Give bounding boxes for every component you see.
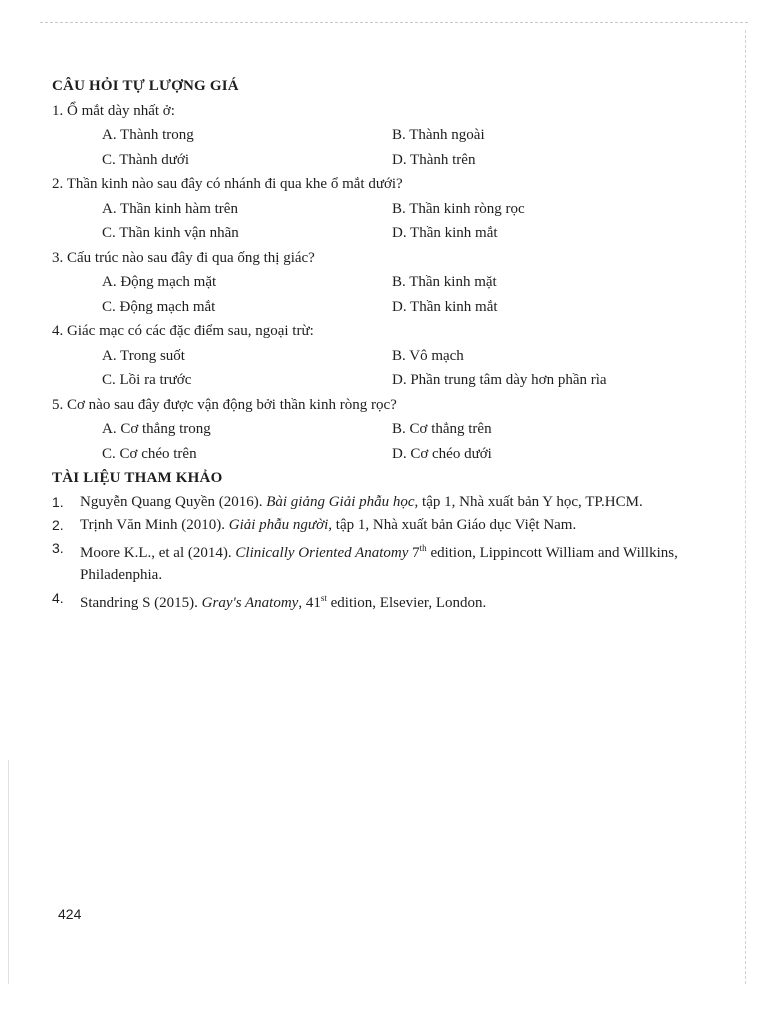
reference-number: 2.	[52, 516, 64, 533]
scan-border-left	[8, 760, 9, 984]
question-options	[52, 417, 692, 466]
reference-edition: 7	[408, 544, 420, 561]
references-list	[52, 491, 692, 614]
reference-title: Clinically Oriented Anatomy	[235, 544, 409, 561]
option-d: D. Cơ chéo dưới	[392, 445, 492, 462]
option-a: A. Thành trong	[102, 127, 194, 143]
question-3	[52, 246, 692, 320]
option-b: B. Cơ thẳng trên	[392, 421, 492, 437]
question-options	[52, 270, 692, 319]
option-c: C. Lồi ra trước	[102, 372, 192, 388]
option-c: C. Cơ chéo trên	[102, 445, 197, 462]
question-options	[52, 344, 692, 393]
scan-border-top	[40, 22, 748, 23]
reference-author: Trịnh Văn Minh (2010).	[80, 516, 229, 533]
quiz-heading: CÂU HỎI TỰ LƯỢNG GIÁ	[52, 78, 239, 94]
reference-number: 3.	[52, 539, 64, 556]
reference-item	[52, 514, 692, 536]
option-c: C. Động mạch mắt	[102, 298, 216, 315]
option-a: A. Cơ thẳng trong	[102, 421, 211, 437]
question-options	[52, 197, 692, 246]
option-b: B. Thần kinh mặt	[392, 274, 497, 290]
reference-author: Nguyễn Quang Quyền (2016).	[80, 493, 267, 510]
option-a: A. Thần kinh hàm trên	[102, 200, 238, 217]
reference-number: 1.	[52, 493, 64, 510]
reference-edition-suffix: th	[419, 542, 427, 553]
question-text: 1. Ổ mắt dày nhất ở:	[52, 102, 175, 119]
reference-publisher: edition, Elsevier, London.	[326, 594, 487, 611]
scan-border-right	[745, 30, 746, 984]
reference-publisher: tập 1, Nhà xuất bản Giáo dục Việt Nam.	[332, 516, 577, 533]
reference-number: 4.	[52, 589, 64, 606]
reference-publisher: edition, Lippincott William and Willkins, Philadenphia.	[80, 544, 678, 583]
reference-item	[52, 537, 692, 586]
reference-title: Giải phẫu người,	[228, 516, 333, 533]
references-heading: TÀI LIỆU THAM KHẢO	[52, 470, 223, 486]
option-b: B. Thần kinh ròng rọc	[392, 200, 525, 217]
reference-text	[80, 587, 692, 614]
page-content	[52, 74, 692, 615]
reference-publisher: , tập 1, Nhà xuất bản Y học, TP.HCM.	[414, 493, 643, 510]
option-d: D. Thần kinh mắt	[392, 298, 498, 315]
reference-title: Bài giảng Giải phẫu học	[266, 493, 415, 510]
reference-edition-suffix: st	[320, 592, 327, 603]
option-d: D. Phần trung tâm dày hơn phần rìa	[392, 372, 607, 388]
reference-item	[52, 587, 692, 614]
question-text: 4. Giác mạc có các đặc điểm sau, ngoại trừ:	[52, 323, 314, 339]
reference-text	[80, 514, 692, 536]
option-d: D. Thành trên	[392, 151, 476, 168]
option-d: D. Thần kinh mắt	[392, 225, 498, 241]
reference-author: Moore K.L., et al (2014).	[80, 544, 236, 561]
question-4	[52, 319, 692, 393]
reference-author: Standring S (2015).	[80, 594, 202, 611]
reference-edition: , 41	[298, 594, 321, 611]
question-1	[52, 99, 692, 173]
page-number: 424	[58, 906, 82, 922]
reference-text	[80, 491, 692, 513]
question-text: 3. Cấu trúc nào sau đây đi qua ống thị giác?	[52, 249, 315, 266]
reference-text	[80, 537, 692, 586]
option-a: A. Trong suốt	[102, 347, 185, 364]
question-options	[52, 123, 692, 172]
option-c: C. Thần kinh vận nhãn	[102, 225, 239, 241]
question-text: 5. Cơ nào sau đây được vận động bởi thần kinh ròng rọc?	[52, 396, 397, 413]
option-b: B. Vô mạch	[392, 347, 464, 364]
question-2	[52, 172, 692, 246]
reference-title: Gray's Anatomy	[201, 594, 299, 611]
question-text: 2. Thần kinh nào sau đây có nhánh đi qua khe ổ mắt dưới?	[52, 176, 403, 192]
reference-item	[52, 491, 692, 513]
question-5	[52, 393, 692, 467]
option-c: C. Thành dưới	[102, 151, 190, 168]
option-a: A. Động mạch mặt	[102, 274, 217, 290]
option-b: B. Thành ngoài	[392, 127, 485, 143]
